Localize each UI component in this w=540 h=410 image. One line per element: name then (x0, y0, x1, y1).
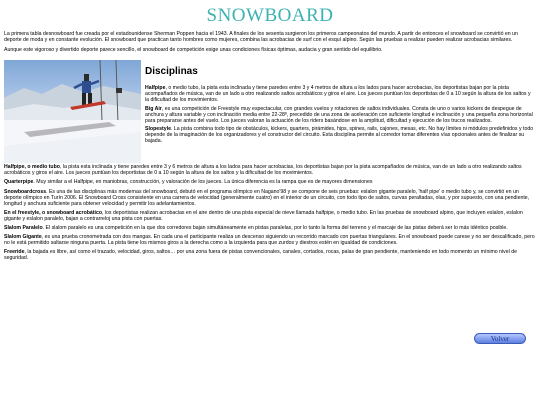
discipline-term: En el freestyle, o snowboard acrobático (4, 209, 103, 216)
page-content (0, 5, 540, 262)
discipline-term: Snowboardcross (4, 188, 47, 195)
more-disciplines (4, 164, 536, 261)
discipline-text: , la bajada es libre, así como el trazado, velocidad, giros, saltos… por una zona fuera de pistas convencionales, canales, cortados, rocas, palas de gran pendiente, manteniendo en todo momento un mínimo nivel de seguridad. (4, 249, 518, 262)
discipline-text: , o medio tubo, la pista esta inclinada y tiene paredes entre 3 y 4 metros de altura a los lados para hacer acrobacias, los deportistas bajan por la pista acompañados de música, van de un lado a otro realizando saltos acrobáticos y giros el aire. Los jueces puntúan los deportistas de 0 a 10 según la altura de los saltos y la dificultad de los movimientos. (145, 85, 531, 104)
volver-button[interactable]: Volver (474, 333, 526, 344)
discipline-text: , es una competición de Freestyle muy espectacular, con grandes vuelos y rotaciones de saltos individuales. Consta de uno o varios kickers de despegue de anchura y altura variable y con inclinación media entre 22-28º, precedido de una zona de aceleración con suficiente longitud e inclinación y una pequeña zona horizontal para prepararse antes del vuelo. Los jueces valoran la actuación de los riders basándose en la amplitud, dificultad y ejecución de los trucos realizados. (145, 105, 533, 124)
intro-paragraph-1: La primera tabla desnowboard fue creada por el estadounidense Sherman Poppen hacia el 1943. A finales de los sesenta surgieron los primeros campeonatos del mundo. A partir de entonces el snowboard se convirtió en un deporte de moda y en constante evolución. El snowboard que practican tanto hombres como mujeres, combina las acrobacias de surf con el esquí alpino. Según las pruebas a realizar pueden realizar acrobacias similares. (4, 31, 518, 44)
page-title: SNOWBOARD (206, 5, 334, 26)
snowboard-photo (4, 60, 141, 163)
discipline-text: , es una prueba cronometrada con dos mangas. En cada una el participante realiza un descenso siguiendo un recorrido marcado con puertas triangulares. En el snowboard puede carese y no ser descalificado, pero no le está permitido saltarse ninguna puerta. La pista tiene los mismos giros a la derecha como a la izquierda para que zurdos y diestros estén en igualdad de condiciones. (4, 234, 535, 247)
discipline-text: , la pista esta inclinada y tiene paredes entre 3 y 6 metros de altura a los lados para hacer acrobacias, los deportistas bajan por la pista acompañados de música, van de un lado a otro realizando saltos acrobáticos y giros el aire. Los jueces puntúan los deportistas de 0 a 10 según la altura de los saltos y la dificultad de los movimientos. (4, 164, 522, 177)
intro-paragraph-2: Aunque este vigoroso y divertido deporte parece sencillo, el snowboard de competición exige unas condiciones físicas óptimas, audacia y gran sentido del equilibrio. (4, 47, 383, 54)
discipline-freeride (4, 249, 536, 261)
discipline-term: Slalom Gigante (4, 234, 42, 241)
discipline-text: . La pista combina todo tipo de obstáculos, kickers, quarters, pirámides, hips, spines, rails, cajones, mesas, etc. No hay límites ni módulos predefinidos y todo depende de la imaginación de los organizadores y el constructor del circuito. Esta disciplina permite al corredor tomar diferentes vías opcionales antes de finalizar su bajada. (145, 125, 534, 145)
discipline-slalom-paralelo (4, 225, 536, 231)
discipline-freestyle (4, 210, 536, 222)
disciplinas-section (4, 58, 536, 164)
discipline-text: . El slalom paralelo es una competición en la que dos corredores bajan simultáneamente en pistas paralelas, por lo tanto la forma del terreno y el marcaje de las pistas deberá ser lo más idéntico posible. (42, 225, 508, 232)
discipline-term: Quarterpipe (4, 179, 34, 186)
discipline-term: Big Air (145, 105, 162, 112)
discipline-text: . Es una de las disciplinas más modernas del snowboard, debutó en el programa olímpico en Nagano'98 y se compone de seis pruebas: eslalon gigante paralelo, 'half pipe' o medio tubo y, se convirtió en un deporte olímpico en Turín 2006. El Snowboard Cross consistente en una carrera de velocidad (generalmente cuatro) en el interior de un circuito, con todo tipo de saltos, curvas peraltadas, olas, y por supuesto, con una pendiente, longitud y anchura suficiente para obtener velocidad y permitir los adelantamientos. (4, 188, 530, 207)
discipline-term: Slopestyle (145, 125, 171, 132)
discipline-halfpipe-detail (4, 164, 536, 176)
discipline-quarterpipe (4, 179, 536, 185)
discipline-text: . Muy similar a el Halfpipe, en maniobras, construcción, y valoración de los jueces. La única diferencia es la rampa que es de mayores dimensiones (33, 179, 373, 186)
disciplinas-heading: Disciplinas (145, 66, 198, 78)
snowboard-scene-illustration (4, 60, 141, 163)
discipline-term: Halfpipe, o medio tubo (4, 164, 60, 171)
discipline-term: Halfpipe (145, 85, 166, 92)
discipline-term: Slalom Paralelo (4, 225, 43, 232)
discipline-slalom-gigante (4, 234, 536, 246)
discipline-snowboardcross (4, 189, 536, 207)
discipline-term: Freeride (4, 249, 25, 256)
discipline-text: , los deportistas realizan acrobacias en el aire dentro de una pista especial de nieve llamada halfpipe, o medio tubo. En las pruebas de snowboard alpino, que incluyen eslalon, eslalon gigante y eslalon paralelo, bajan a contrarreloj una pista con puertas. (4, 209, 523, 222)
